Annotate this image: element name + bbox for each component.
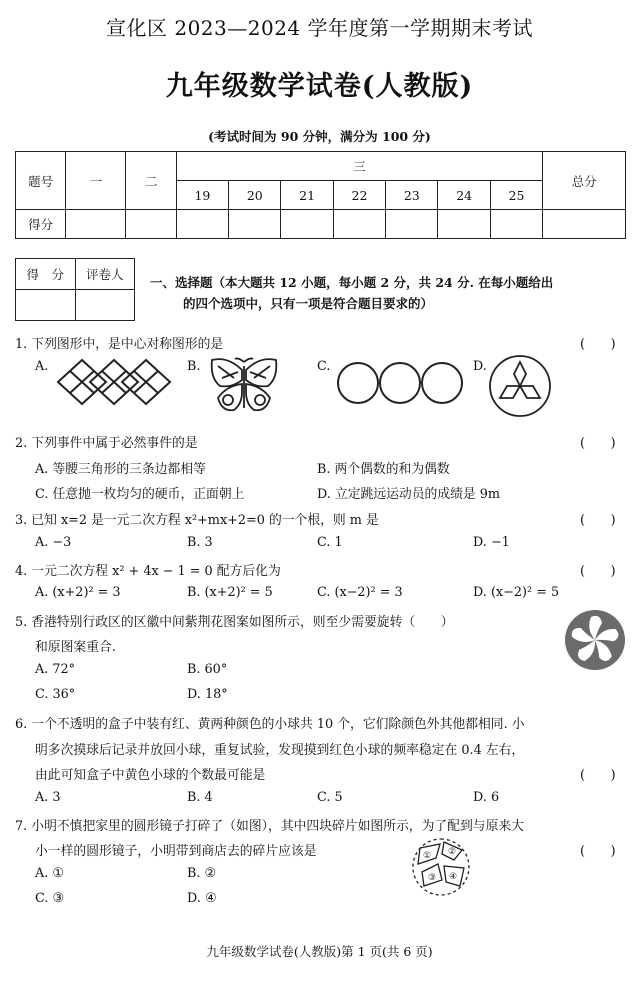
paper-title: 九年级数学试卷(人教版)	[165, 71, 474, 102]
sub-col: 24	[438, 181, 490, 210]
q7-option-c[interactable]: C. ③	[35, 891, 64, 906]
score-cell[interactable]	[126, 210, 176, 239]
fig-label: ①	[423, 851, 432, 861]
mitsubishi-logo-figure	[488, 354, 552, 418]
score-table	[15, 151, 626, 239]
broken-mirror-figure	[410, 836, 472, 900]
q7-option-d[interactable]: D. ④	[187, 891, 217, 906]
score-cell[interactable]	[490, 210, 542, 239]
q2-option-b[interactable]: B. 两个偶数的和为偶数	[317, 462, 450, 477]
score-cell[interactable]	[229, 210, 281, 239]
q1-stem: 1. 下列图形中，是中心对称图形的是	[15, 337, 224, 352]
q4-stem: 4. 一元二次方程 x² + 4x − 1 = 0 配方后化为	[15, 564, 281, 579]
q6-stem-cont: 明多次摸球后记录并放回小球，重复试验，发现摸到红色小球的频率稳定在 0.4 左右，	[35, 743, 525, 758]
q6-option-b[interactable]: B. 4	[187, 790, 213, 805]
q3-option-d[interactable]: D. −1	[473, 535, 510, 550]
grader-label: 评卷人	[75, 259, 135, 290]
score-cell[interactable]	[176, 210, 228, 239]
fig-label: ②	[448, 847, 457, 857]
label-question: 题号	[16, 152, 66, 210]
q3-stem: 3. 已知 x=2 是一元二次方程 x²+mx+2=0 的一个根，则 m 是	[15, 513, 379, 528]
col-two: 二	[126, 152, 176, 210]
section1-heading: 一、选择题（本大题共 12 小题，每小题 2 分，共 24 分. 在每小题给出	[150, 275, 554, 290]
q3-option-a[interactable]: A. −3	[35, 535, 72, 550]
score-cell[interactable]	[333, 210, 385, 239]
section1-heading-cont: 的四个选项中，只有一项是符合题目要求的）	[183, 296, 434, 311]
q6-option-d[interactable]: D. 6	[473, 790, 500, 805]
q1-option-b[interactable]: B.	[187, 359, 201, 374]
sub-col: 20	[229, 181, 281, 210]
q4-option-d[interactable]: D. (x−2)² = 5	[473, 585, 560, 600]
col-one: 一	[66, 152, 126, 210]
answer-paren[interactable]: ( )	[580, 768, 616, 783]
q4-option-a[interactable]: A. (x+2)² = 3	[35, 585, 121, 600]
q7-option-b[interactable]: B. ②	[187, 866, 217, 881]
score-cell[interactable]	[66, 210, 126, 239]
answer-paren[interactable]: ( )	[580, 436, 616, 451]
olympic-rings-figure	[336, 358, 464, 408]
q4-option-c[interactable]: C. (x−2)² = 3	[317, 585, 403, 600]
q2-option-d[interactable]: D. 立定跳远运动员的成绩是 9m	[317, 487, 501, 502]
q2-option-c[interactable]: C. 任意抛一枚均匀的硬币，正面朝上	[35, 487, 245, 502]
fig-label: ③	[428, 873, 437, 883]
q7-stem: 7. 小明不慎把家里的圆形镜子打碎了（如图），其中四块碎片如图所示，为了配到与原来大	[15, 819, 524, 834]
score-cell[interactable]	[281, 210, 333, 239]
grader-score-label: 得 分	[16, 259, 76, 290]
label-score: 得分	[16, 210, 66, 239]
q5-option-b[interactable]: B. 60°	[187, 662, 228, 677]
q1-option-a[interactable]: A.	[35, 359, 49, 374]
answer-paren[interactable]: ( )	[580, 844, 616, 859]
sub-col: 23	[386, 181, 438, 210]
answer-paren[interactable]: ( )	[580, 564, 616, 579]
exam-title: 宣化区 2023—2024 学年度第一学期期末考试	[105, 16, 533, 40]
sub-col: 25	[490, 181, 542, 210]
q5-stem: 5. 香港特别行政区的区徽中间紫荆花图案如图所示，则至少需要旋转（ ）	[15, 615, 454, 630]
grader-score-cell[interactable]	[16, 290, 76, 321]
answer-paren[interactable]: ( )	[580, 337, 616, 352]
bauhinia-flower-figure	[564, 609, 626, 671]
page-footer: 九年级数学试卷(人教版)第 1 页(共 6 页)	[206, 944, 433, 959]
q3-option-b[interactable]: B. 3	[187, 535, 213, 550]
q2-option-a[interactable]: A. 等腰三角形的三条边都相等	[35, 462, 206, 477]
sub-col: 19	[176, 181, 228, 210]
q5-option-d[interactable]: D. 18°	[187, 687, 228, 702]
sub-col: 22	[333, 181, 385, 210]
q6-option-c[interactable]: C. 5	[317, 790, 343, 805]
butterfly-figure	[208, 356, 280, 416]
fig-label: ④	[449, 872, 458, 882]
q5-option-a[interactable]: A. 72°	[35, 662, 76, 677]
col-three: 三	[176, 152, 542, 181]
q5-stem-cont: 和原图案重合.	[35, 640, 116, 655]
q2-stem: 2. 下列事件中属于必然事件的是	[15, 436, 198, 451]
q6-stem-cont: 由此可知盒子中黄色小球的个数最可能是	[35, 768, 266, 783]
sub-col: 21	[281, 181, 333, 210]
q1-option-c[interactable]: C.	[317, 359, 331, 374]
chinese-knot-figure	[56, 357, 172, 407]
q6-option-a[interactable]: A. 3	[35, 790, 61, 805]
q6-stem: 6. 一个不透明的盒子中装有红、黄两种颜色的小球共 10 个，它们除颜色外其他都相同. 小	[15, 717, 525, 732]
q7-option-a[interactable]: A. ①	[35, 866, 64, 881]
answer-paren[interactable]: ( )	[580, 513, 616, 528]
col-total: 总分	[543, 152, 626, 210]
grader-box	[15, 258, 135, 321]
score-cell[interactable]	[386, 210, 438, 239]
q5-option-c[interactable]: C. 36°	[35, 687, 76, 702]
score-cell[interactable]	[438, 210, 490, 239]
grader-name-cell[interactable]	[75, 290, 135, 321]
q7-stem-cont: 小一样的圆形镜子，小明带到商店去的碎片应该是	[35, 844, 317, 859]
exam-note: (考试时间为 90 分钟，满分为 100 分)	[208, 129, 431, 144]
q1-option-d[interactable]: D.	[473, 359, 487, 374]
q3-option-c[interactable]: C. 1	[317, 535, 343, 550]
score-cell[interactable]	[543, 210, 626, 239]
q4-option-b[interactable]: B. (x+2)² = 5	[187, 585, 273, 600]
